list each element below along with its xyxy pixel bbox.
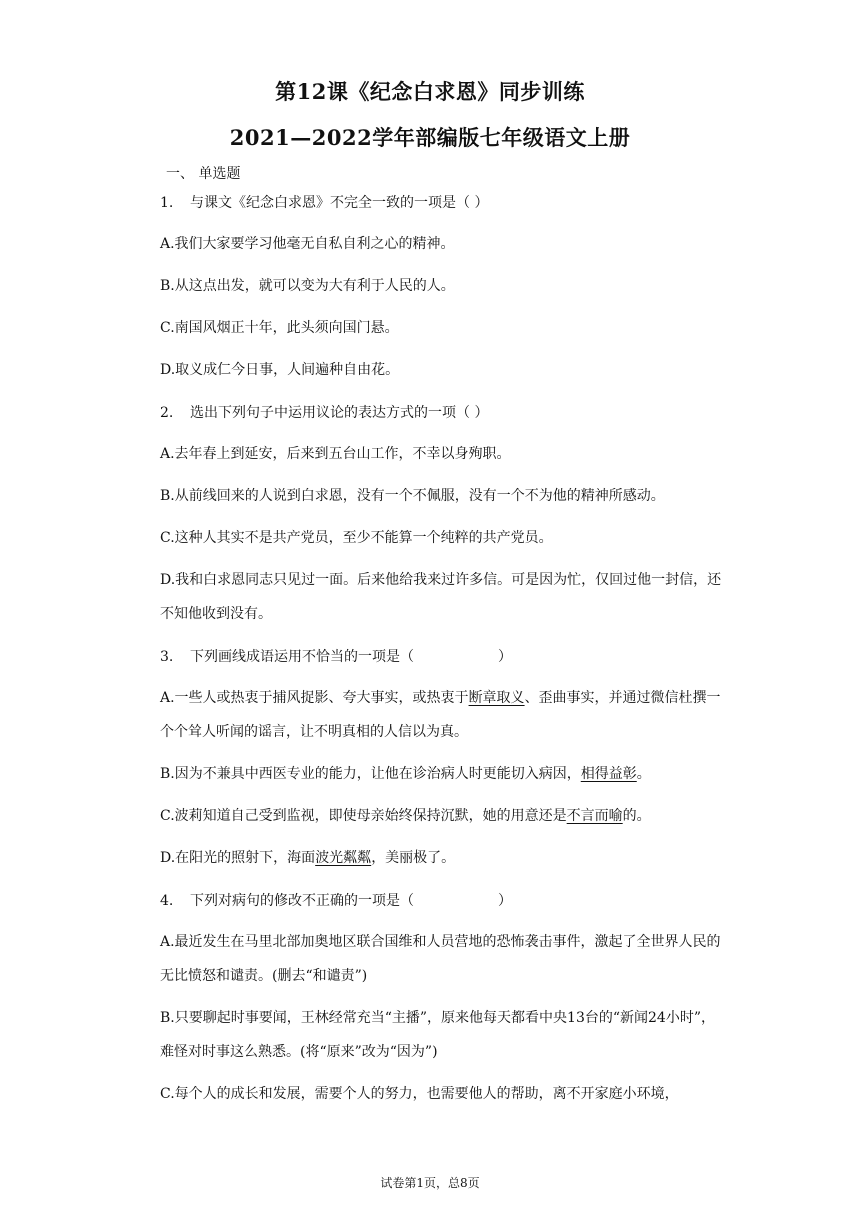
question-text: 与课文《纪念白求恩》不完全一致的一项是（ ） [190,195,489,211]
option-text: B.因为不兼具中西医专业的能力，让他在诊治病人时更能切入病因， [160,766,581,782]
option-c: C.每个人的成长和发展，需要个人的努力，也需要他人的帮助，离不开家庭小环境， [160,1086,679,1102]
question-list [160,193,728,1119]
question-1 [160,193,728,395]
underlined-idiom: 断章取义 [468,690,525,706]
underlined-idiom: 不言而喻 [566,808,623,824]
question-number: 4. [160,893,174,909]
option-b [160,757,728,799]
question-number: 2. [160,405,174,421]
option-text: A.一些人或热衷于捕风捉影、夸大事实，或热衷于 [160,690,469,706]
question-2 [160,395,728,639]
option-c [160,799,728,841]
question-text: 选出下列句子中运用议论的表达方式的一项（ ） [190,405,489,421]
option-a: A.我们大家要学习他毫无自私自利之心的精神。 [160,236,455,252]
question-text: 下列对病句的修改不正确的一项是（ ） [190,893,512,909]
option-text: ，美丽极了。 [371,850,456,866]
option-d: D.我和白求恩同志只见过一面。后来他给我来过许多信。可是因为忙，仅回过他一封信，还不知他收到没有。 [160,572,722,622]
option-b: B.只要聊起时事要闻，王林经常充当“主播”，原来他每天都看中央13台的“新闻24小时”，难怪对时事这么熟悉。(将“原来”改为“因为”) [160,1010,715,1060]
option-d [160,841,728,883]
question-4 [160,883,728,1119]
question-3 [160,639,728,883]
option-b: B.从前线回来的人说到白求恩，没有一个不佩服，没有一个不为他的精神所感动。 [160,488,665,504]
question-stem [160,193,728,227]
question-text: 下列画线成语运用不恰当的一项是（ ） [190,649,512,665]
page-title: 第12课《纪念白求恩》同步训练 [275,79,585,104]
underlined-idiom: 相得益彰 [580,766,637,782]
page-footer: 试卷第1页，总8页 [380,1176,480,1190]
section-heading: 一、 单选题 [166,166,241,182]
option-c: C.南国风烟正十年，此头须向国门悬。 [160,320,399,336]
option-text: 。 [636,766,651,782]
question-stem [160,395,728,437]
option-text: C.波莉知道自己受到监视，即使母亲始终保持沉默，她的用意还是 [160,808,567,824]
option-b: B.从这点出发，就可以变为大有利于人民的人。 [160,278,455,294]
option-a: A.最近发生在马里北部加奥地区联合国维和人员营地的恐怖袭击事件，激起了全世界人民的无比愤怒和谴责。(删去“和谴责”) [160,934,721,984]
option-text: 、歪曲事实，并通过微信杜撰一个个耸人听闻的谣言，让不明真相的人信以为真。 [160,690,721,740]
option-c: C.这种人其实不是共产党员，至少不能算一个纯粹的共产党员。 [160,530,553,546]
option-a: A.去年春上到延安，后来到五台山工作，不幸以身殉职。 [160,446,511,462]
option-text: D.在阳光的照射下，海面 [160,850,316,866]
underlined-idiom: 波光粼粼 [315,850,372,866]
option-a [160,681,728,757]
option-text: 的。 [622,808,651,824]
question-stem [160,883,728,925]
question-number: 3. [160,649,174,665]
question-number: 1. [160,195,174,211]
question-stem [160,639,728,681]
option-d: D.取义成仁今日事，人间遍种自由花。 [160,362,400,378]
page-subtitle: 2021—2022学年部编版七年级语文上册 [229,125,631,150]
